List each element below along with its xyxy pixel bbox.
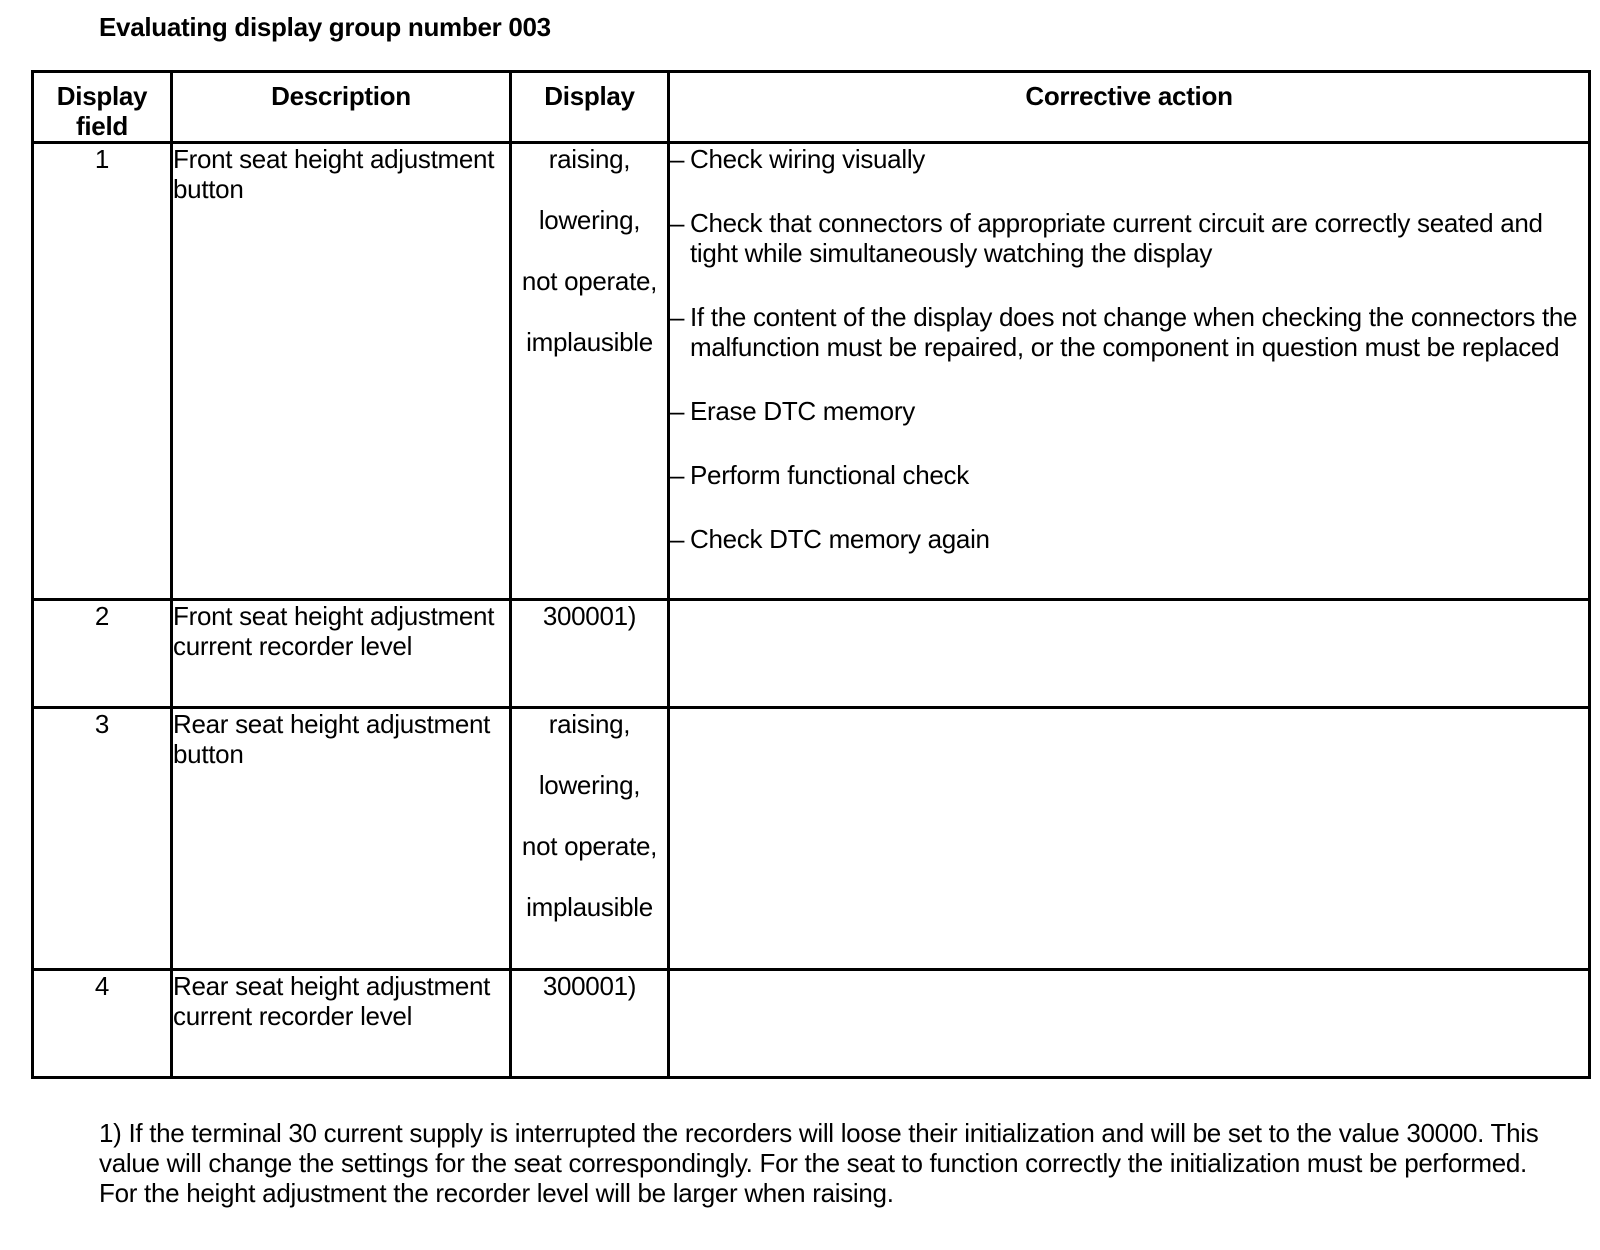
display-group-table bbox=[31, 70, 1591, 1079]
list-item bbox=[670, 208, 1588, 268]
list-item bbox=[670, 396, 1588, 426]
action-text: Check DTC memory again bbox=[690, 524, 990, 554]
table-row bbox=[33, 143, 1590, 600]
corrective-action-cell bbox=[669, 708, 1590, 970]
header-description: Description bbox=[172, 72, 511, 143]
description-cell: Rear seat height adjustment current recorder level bbox=[172, 970, 511, 1078]
display-field-cell: 3 bbox=[33, 708, 172, 970]
list-item bbox=[670, 302, 1588, 362]
corrective-action-cell bbox=[669, 970, 1590, 1078]
display-value: lowering, bbox=[538, 770, 641, 800]
dash-bullet-icon: – bbox=[670, 302, 685, 332]
description-cell: Front seat height adjustment current recorder level bbox=[172, 600, 511, 708]
description-cell: Rear seat height adjustment button bbox=[172, 708, 511, 970]
footnote: 1) If the terminal 30 current supply is interrupted the recorders will loose their initialization and will be set to the value 30000. This value will change the settings for the seat correspondingly. For the seat to function correctly the initialization must be performed. For the height adjustment the recorder level will be larger when raising. bbox=[99, 1118, 1539, 1208]
action-text: Check that connectors of appropriate current circuit are correctly seated and tight while simultaneously watching the display bbox=[690, 208, 1543, 268]
display-value: not operate, bbox=[521, 831, 658, 861]
display-value: not operate, bbox=[521, 266, 658, 296]
display-value: 300001) bbox=[542, 601, 637, 631]
display-value: 300001) bbox=[542, 971, 637, 1001]
display-field-cell: 1 bbox=[33, 143, 172, 600]
dash-bullet-icon: – bbox=[670, 460, 685, 490]
action-text: If the content of the display does not change when checking the connectors the malfunction must be repaired, or the component in question must be replaced bbox=[690, 302, 1578, 362]
action-text: Check wiring visually bbox=[690, 144, 926, 174]
page-title: Evaluating display group number 003 bbox=[99, 12, 551, 42]
table-row bbox=[33, 600, 1590, 708]
display-cell bbox=[511, 708, 669, 970]
header-display-field: Display field bbox=[33, 72, 172, 143]
display-value: implausible bbox=[526, 892, 653, 922]
list-item bbox=[670, 460, 1588, 490]
display-field-cell: 4 bbox=[33, 970, 172, 1078]
dash-bullet-icon: – bbox=[670, 396, 685, 426]
table-row bbox=[33, 708, 1590, 970]
description-cell: Front seat height adjustment button bbox=[172, 143, 511, 600]
display-value: implausible bbox=[526, 327, 653, 357]
list-item bbox=[670, 144, 1588, 174]
action-text: Erase DTC memory bbox=[690, 396, 915, 426]
display-value: raising, bbox=[548, 709, 631, 739]
corrective-action-list bbox=[670, 144, 1588, 554]
table-body bbox=[33, 143, 1590, 1078]
action-text: Perform functional check bbox=[690, 460, 969, 490]
dash-bullet-icon: – bbox=[670, 208, 685, 238]
display-field-cell: 2 bbox=[33, 600, 172, 708]
list-item bbox=[670, 524, 1588, 554]
corrective-action-cell bbox=[669, 143, 1590, 600]
corrective-action-cell bbox=[669, 600, 1590, 708]
header-display: Display bbox=[511, 72, 669, 143]
display-value: raising, bbox=[548, 144, 631, 174]
dash-bullet-icon: – bbox=[670, 144, 685, 174]
display-cell bbox=[511, 600, 669, 708]
display-cell bbox=[511, 143, 669, 600]
display-value: lowering, bbox=[538, 205, 641, 235]
table-header-row bbox=[33, 72, 1590, 143]
table-row bbox=[33, 970, 1590, 1078]
dash-bullet-icon: – bbox=[670, 524, 685, 554]
display-cell bbox=[511, 970, 669, 1078]
header-corrective-action: Corrective action bbox=[669, 72, 1590, 143]
